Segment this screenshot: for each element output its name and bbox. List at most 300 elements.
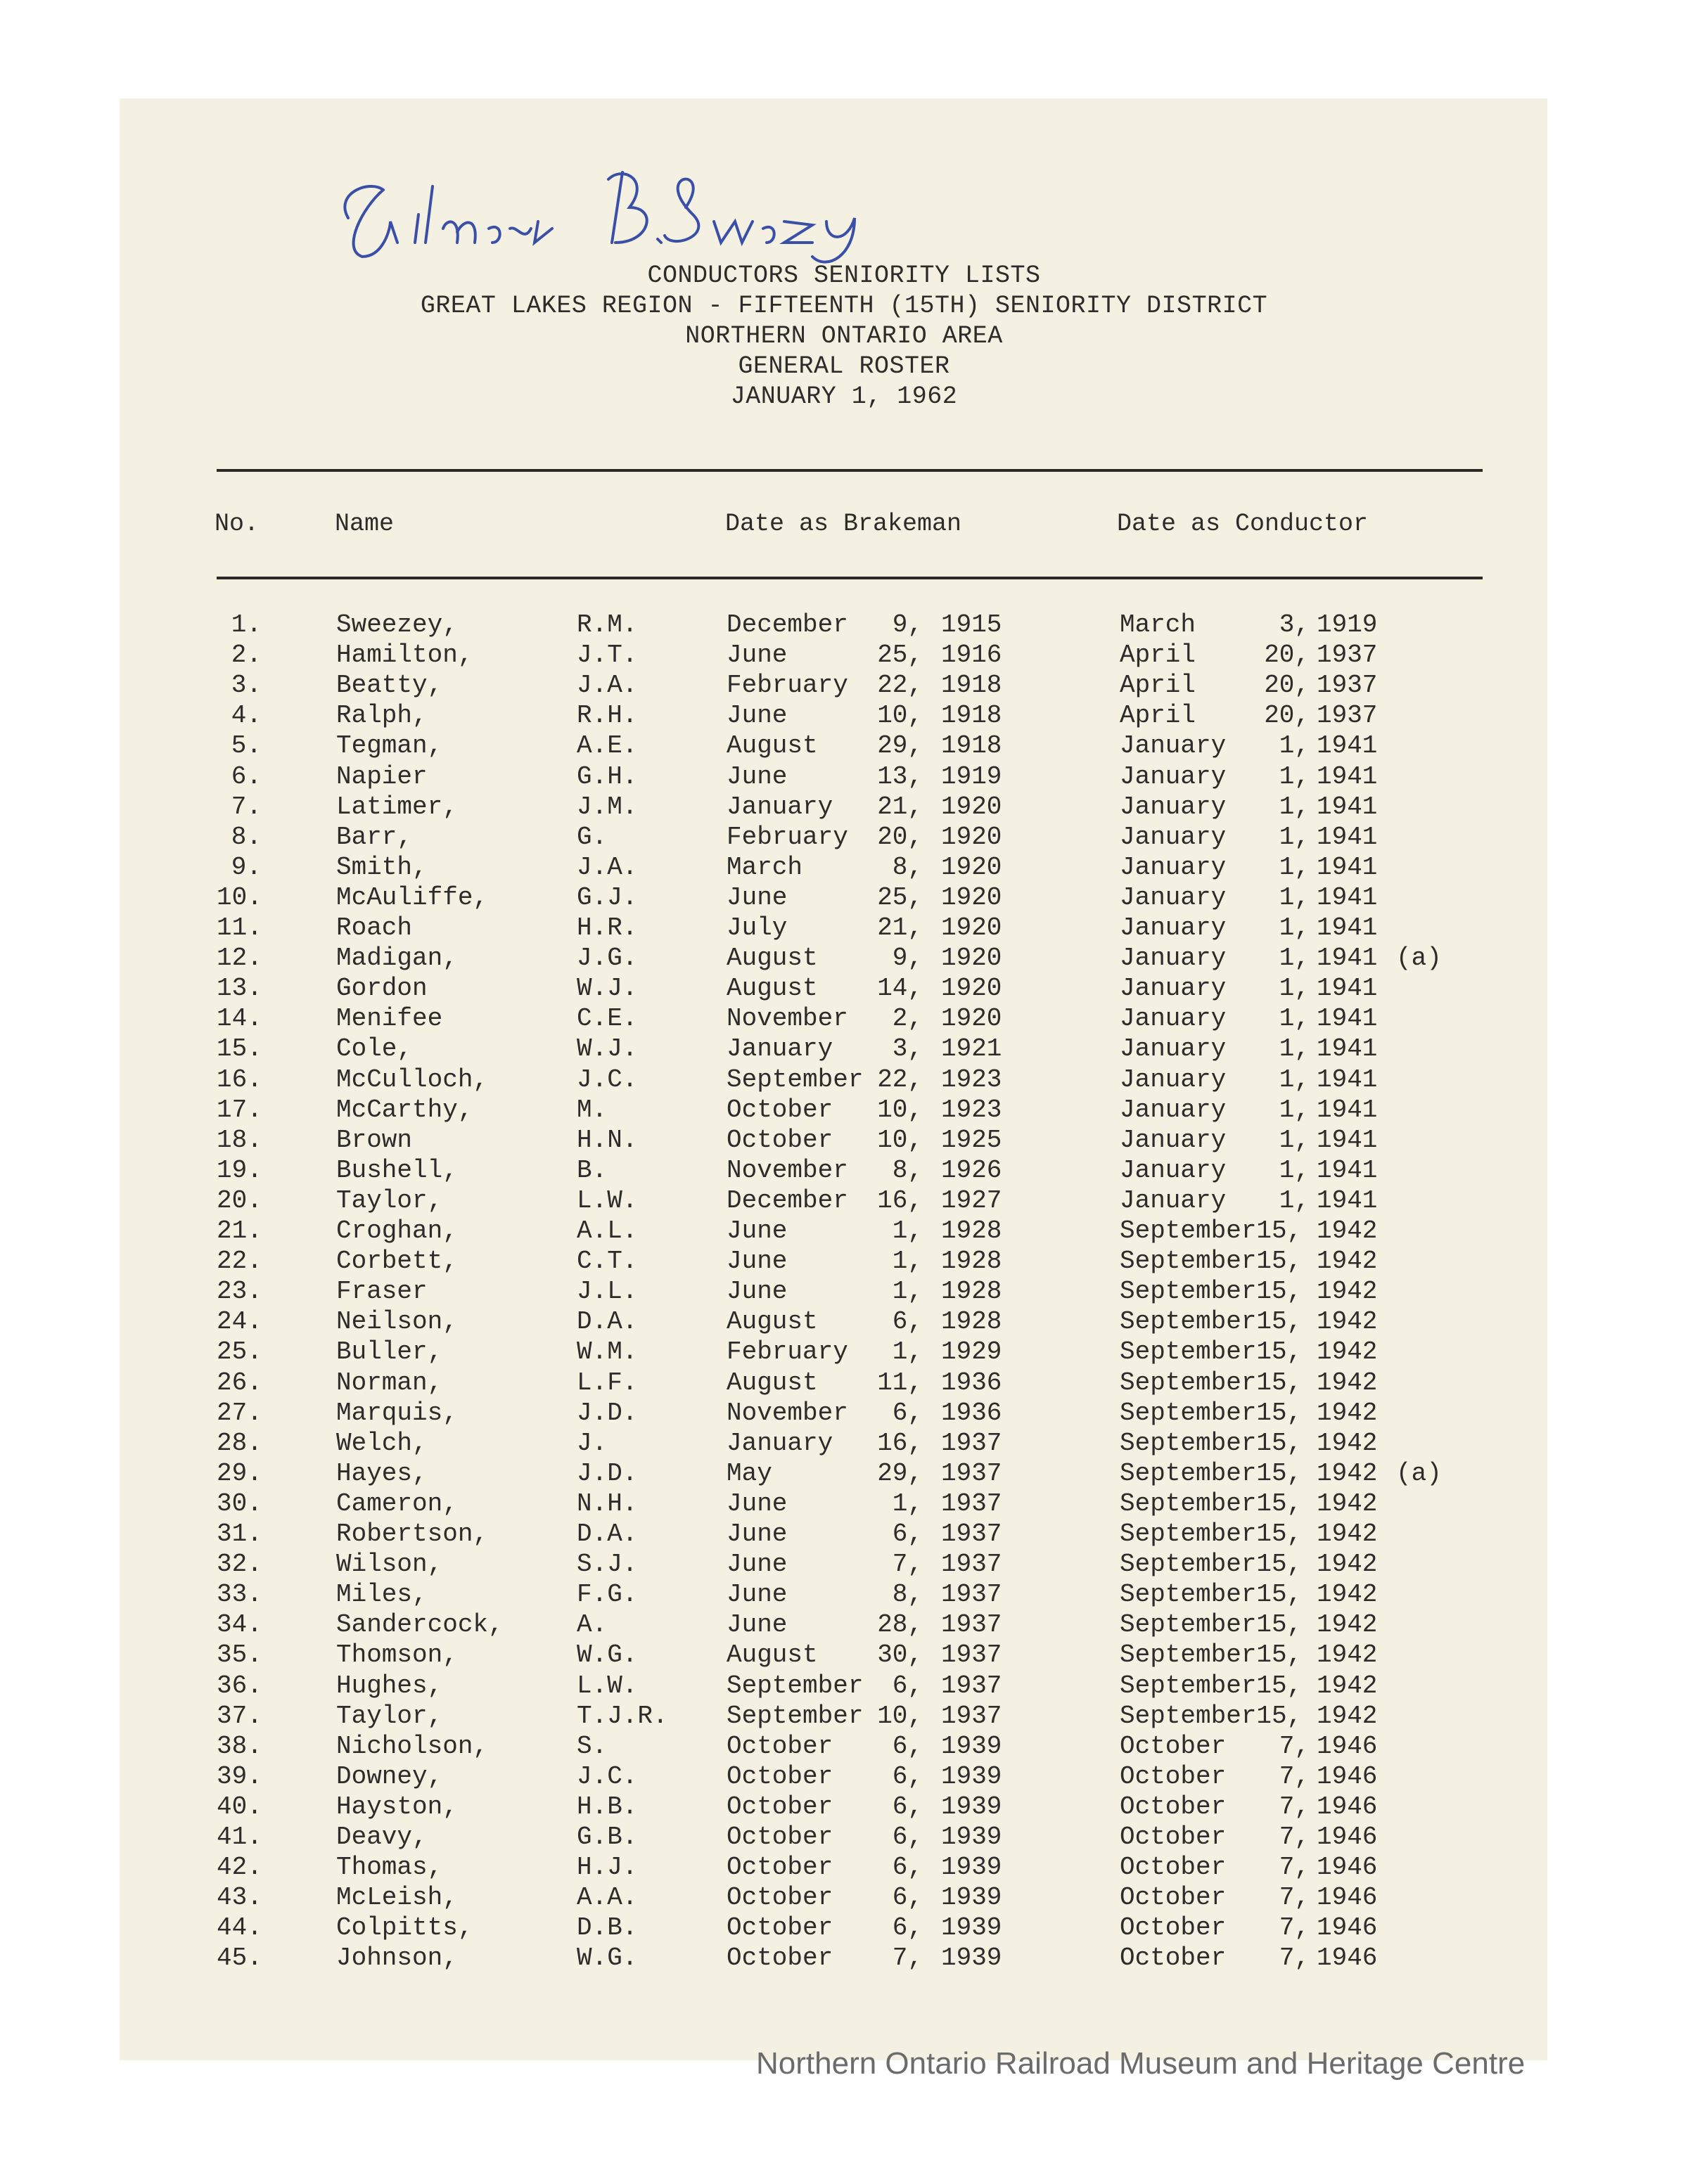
row-number: 23.: [217, 1277, 262, 1306]
brakeman-year: 1925: [941, 1125, 1002, 1155]
conductor-year: 1942: [1317, 1489, 1378, 1518]
table-row: [0, 1520, 1688, 1550]
brakeman-day: 6,: [892, 1307, 923, 1337]
brakeman-month: October: [727, 1913, 833, 1943]
conductor-month: January: [1120, 1004, 1227, 1034]
conductor-year: 1942: [1317, 1337, 1378, 1367]
brakeman-month: June: [727, 1520, 788, 1548]
surname: Miles,: [336, 1580, 428, 1610]
initials: H.N.: [577, 1125, 638, 1155]
brakeman-month: October: [727, 1792, 833, 1821]
brakeman-day: 9,: [892, 610, 923, 639]
initials: H.J.: [577, 1853, 638, 1882]
brakeman-day: 7,: [892, 1550, 923, 1579]
surname: McCulloch,: [336, 1065, 489, 1094]
initials: J.A.: [577, 671, 638, 700]
conductor-year: 1946: [1317, 1761, 1378, 1791]
surname: McLeish,: [336, 1883, 458, 1913]
initials: G.H.: [577, 762, 638, 791]
surname: Roach: [336, 913, 413, 942]
initials: D.A.: [577, 1520, 638, 1548]
surname: Taylor,: [336, 1701, 443, 1730]
note: (a): [1396, 944, 1442, 973]
brakeman-month: August: [727, 1640, 818, 1670]
brakeman-day: 1,: [892, 1216, 923, 1245]
brakeman-year: 1937: [941, 1489, 1002, 1518]
conductor-year: 1942: [1317, 1701, 1378, 1730]
table-row: [0, 913, 1688, 944]
col-header-brakeman: Date as Brakeman: [725, 510, 962, 538]
brakeman-year: 1939: [941, 1913, 1002, 1943]
table-row: [0, 701, 1688, 731]
conductor-day: 1,: [1279, 1186, 1310, 1215]
initials: G.B.: [577, 1823, 638, 1851]
col-header-name: Name: [335, 510, 395, 538]
brakeman-day: 25,: [877, 641, 923, 670]
brakeman-day: 6,: [892, 1731, 923, 1761]
table-row: [0, 944, 1688, 974]
row-number: 28.: [217, 1428, 262, 1458]
row-number: 36.: [217, 1671, 262, 1700]
conductor-year: 1942: [1317, 1428, 1378, 1458]
brakeman-month: September: [727, 1671, 864, 1700]
brakeman-day: 11,: [877, 1368, 923, 1397]
surname: Menifee: [336, 1004, 443, 1034]
brakeman-month: June: [727, 1550, 788, 1579]
initials: R.H.: [577, 701, 638, 731]
initials: N.H.: [577, 1489, 638, 1518]
table-row: [0, 1580, 1688, 1610]
row-number: 4.: [231, 701, 262, 731]
conductor-month: October: [1120, 1761, 1227, 1791]
conductor-month: April: [1120, 641, 1196, 670]
initials: J.C.: [577, 1065, 638, 1094]
surname: Fraser: [336, 1277, 428, 1306]
conductor-year: 1942: [1317, 1368, 1378, 1397]
conductor-month: January: [1120, 762, 1227, 791]
initials: W.J.: [577, 1034, 638, 1064]
conductor-month: October: [1120, 1913, 1227, 1943]
initials: M.: [577, 1095, 608, 1124]
table-row: [0, 1702, 1688, 1732]
brakeman-year: 1939: [941, 1944, 1002, 1973]
conductor-year: 1942: [1317, 1307, 1378, 1337]
brakeman-month: June: [727, 1216, 788, 1245]
brakeman-day: 22,: [877, 1065, 923, 1094]
initials: J.C.: [577, 1761, 638, 1791]
surname: Tegman,: [336, 731, 443, 761]
conductor-day: 20,: [1264, 671, 1310, 700]
table-row: [0, 1034, 1688, 1065]
brakeman-day: 10,: [877, 1125, 923, 1155]
brakeman-day: 6,: [892, 1823, 923, 1851]
brakeman-year: 1920: [941, 1004, 1002, 1034]
initials: C.E.: [577, 1004, 638, 1034]
brakeman-month: February: [727, 1337, 848, 1367]
table-row: [0, 792, 1688, 823]
initials: H.B.: [577, 1792, 638, 1821]
brakeman-year: 1939: [941, 1823, 1002, 1851]
table-row: [0, 1823, 1688, 1853]
row-number: 44.: [217, 1913, 262, 1943]
brakeman-month: October: [727, 1883, 833, 1913]
initials: G.: [577, 822, 608, 852]
conductor-day: 7,: [1279, 1823, 1310, 1851]
row-number: 3.: [231, 671, 262, 700]
conductor-day: 1,: [1279, 882, 1310, 912]
brakeman-year: 1928: [941, 1247, 1002, 1276]
brakeman-month: July: [727, 913, 788, 942]
conductor-month: September15,: [1120, 1580, 1303, 1610]
brakeman-month: October: [727, 1095, 833, 1124]
initials: J.: [577, 1428, 608, 1458]
initials: R.M.: [577, 610, 638, 639]
conductor-month: September15,: [1120, 1337, 1303, 1367]
brakeman-year: 1936: [941, 1398, 1002, 1427]
initials: L.W.: [577, 1186, 638, 1215]
brakeman-year: 1926: [941, 1155, 1002, 1185]
conductor-month: September15,: [1120, 1671, 1303, 1700]
initials: H.R.: [577, 913, 638, 942]
brakeman-day: 6,: [892, 1853, 923, 1882]
row-number: 25.: [217, 1337, 262, 1367]
conductor-month: October: [1120, 1792, 1227, 1821]
initials: W.G.: [577, 1640, 638, 1670]
row-number: 11.: [217, 913, 262, 942]
row-number: 37.: [217, 1701, 262, 1730]
brakeman-day: 13,: [877, 762, 923, 791]
table-row: [0, 1913, 1688, 1944]
table-row: [0, 1247, 1688, 1277]
conductor-month: January: [1120, 1186, 1227, 1215]
brakeman-year: 1928: [941, 1307, 1002, 1337]
brakeman-year: 1918: [941, 671, 1002, 700]
conductor-year: 1942: [1317, 1671, 1378, 1700]
title-line-2: GREAT LAKES REGION - FIFTEENTH (15TH) SENIORITY DISTRICT: [420, 292, 1268, 320]
row-number: 6.: [231, 762, 262, 791]
conductor-day: 7,: [1279, 1853, 1310, 1882]
brakeman-month: November: [727, 1155, 848, 1185]
brakeman-year: 1921: [941, 1034, 1002, 1064]
conductor-year: 1946: [1317, 1944, 1378, 1973]
brakeman-year: 1939: [941, 1731, 1002, 1761]
brakeman-day: 30,: [877, 1640, 923, 1670]
brakeman-year: 1937: [941, 1580, 1002, 1610]
brakeman-day: 1,: [892, 1337, 923, 1367]
brakeman-day: 22,: [877, 671, 923, 700]
row-number: 12.: [217, 944, 262, 973]
surname: Hughes,: [336, 1671, 443, 1700]
conductor-year: 1942: [1317, 1458, 1378, 1488]
brakeman-year: 1923: [941, 1095, 1002, 1124]
table-row: [0, 1126, 1688, 1156]
table-row: [0, 1640, 1688, 1671]
conductor-year: 1942: [1317, 1216, 1378, 1245]
conductor-year: 1946: [1317, 1853, 1378, 1882]
conductor-year: 1941: [1317, 762, 1378, 791]
conductor-year: 1941: [1317, 1034, 1378, 1064]
conductor-year: 1942: [1317, 1580, 1378, 1610]
surname: Hayston,: [336, 1792, 458, 1821]
conductor-year: 1941: [1317, 913, 1378, 942]
row-number: 35.: [217, 1640, 262, 1670]
row-number: 33.: [217, 1580, 262, 1610]
brakeman-day: 29,: [877, 731, 923, 761]
surname: Taylor,: [336, 1186, 443, 1215]
table-row: [0, 1671, 1688, 1702]
row-number: 15.: [217, 1034, 262, 1064]
table-row: [0, 1065, 1688, 1096]
initials: C.T.: [577, 1247, 638, 1276]
table-row: [0, 1459, 1688, 1489]
surname: Napier: [336, 762, 428, 791]
surname: Robertson,: [336, 1520, 489, 1548]
surname: Norman,: [336, 1368, 443, 1397]
credit-watermark: Northern Ontario Railroad Museum and Heritage Centre: [756, 2046, 1526, 2081]
surname: Sweezey,: [336, 610, 458, 639]
table-row: [0, 1337, 1688, 1368]
initials: J.D.: [577, 1458, 638, 1488]
initials: B.: [577, 1155, 608, 1185]
surname: Bushell,: [336, 1155, 458, 1185]
conductor-day: 1,: [1279, 944, 1310, 973]
surname: Hamilton,: [336, 641, 473, 670]
brakeman-year: 1937: [941, 1458, 1002, 1488]
brakeman-day: 6,: [892, 1398, 923, 1427]
brakeman-year: 1936: [941, 1368, 1002, 1397]
brakeman-year: 1920: [941, 882, 1002, 912]
conductor-day: 1,: [1279, 731, 1310, 761]
brakeman-month: October: [727, 1125, 833, 1155]
brakeman-month: March: [727, 852, 803, 882]
conductor-day: 1,: [1279, 1065, 1310, 1094]
table-row: [0, 641, 1688, 671]
conductor-month: January: [1120, 1125, 1227, 1155]
conductor-month: September15,: [1120, 1520, 1303, 1548]
initials: W.M.: [577, 1337, 638, 1367]
conductor-month: September15,: [1120, 1458, 1303, 1488]
conductor-month: September15,: [1120, 1550, 1303, 1579]
conductor-month: October: [1120, 1883, 1227, 1913]
conductor-year: 1946: [1317, 1792, 1378, 1821]
conductor-month: October: [1120, 1853, 1227, 1882]
table-row: [0, 1762, 1688, 1792]
conductor-day: 7,: [1279, 1944, 1310, 1973]
brakeman-month: January: [727, 1034, 833, 1064]
conductor-month: January: [1120, 852, 1227, 882]
brakeman-day: 25,: [877, 882, 923, 912]
table-row: [0, 1550, 1688, 1580]
brakeman-day: 1,: [892, 1247, 923, 1276]
initials: J.T.: [577, 641, 638, 670]
surname: Gordon: [336, 974, 428, 1003]
table-row: [0, 1792, 1688, 1823]
brakeman-day: 20,: [877, 822, 923, 852]
row-number: 40.: [217, 1792, 262, 1821]
brakeman-day: 14,: [877, 974, 923, 1003]
brakeman-day: 6,: [892, 1671, 923, 1700]
surname: Deavy,: [336, 1823, 428, 1851]
brakeman-day: 6,: [892, 1520, 923, 1548]
brakeman-year: 1920: [941, 913, 1002, 942]
row-number: 20.: [217, 1186, 262, 1215]
brakeman-year: 1923: [941, 1065, 1002, 1094]
conductor-year: 1937: [1317, 701, 1378, 731]
conductor-month: September15,: [1120, 1277, 1303, 1306]
conductor-year: 1942: [1317, 1520, 1378, 1548]
row-number: 2.: [231, 641, 262, 670]
initials: W.G.: [577, 1944, 638, 1973]
brakeman-year: 1939: [941, 1792, 1002, 1821]
brakeman-month: August: [727, 731, 818, 761]
surname: Hayes,: [336, 1458, 428, 1488]
table-row: [0, 1307, 1688, 1337]
conductor-month: October: [1120, 1944, 1227, 1973]
brakeman-month: June: [727, 1277, 788, 1306]
surname: Thomas,: [336, 1853, 443, 1882]
conductor-day: 7,: [1279, 1883, 1310, 1913]
row-number: 31.: [217, 1520, 262, 1548]
conductor-year: 1941: [1317, 882, 1378, 912]
brakeman-year: 1919: [941, 762, 1002, 791]
brakeman-day: 8,: [892, 1580, 923, 1610]
brakeman-month: January: [727, 792, 833, 821]
brakeman-day: 6,: [892, 1761, 923, 1791]
row-number: 41.: [217, 1823, 262, 1851]
surname: Nicholson,: [336, 1731, 489, 1761]
row-number: 18.: [217, 1125, 262, 1155]
row-number: 10.: [217, 882, 262, 912]
brakeman-month: August: [727, 944, 818, 973]
surname: Neilson,: [336, 1307, 458, 1337]
row-number: 38.: [217, 1731, 262, 1761]
conductor-year: 1941: [1317, 1004, 1378, 1034]
conductor-month: September15,: [1120, 1701, 1303, 1730]
brakeman-day: 21,: [877, 792, 923, 821]
conductor-month: September15,: [1120, 1428, 1303, 1458]
row-number: 30.: [217, 1489, 262, 1518]
conductor-year: 1942: [1317, 1247, 1378, 1276]
row-number: 32.: [217, 1550, 262, 1579]
brakeman-year: 1918: [941, 701, 1002, 731]
conductor-month: January: [1120, 1065, 1227, 1094]
row-number: 17.: [217, 1095, 262, 1124]
surname: McCarthy,: [336, 1095, 473, 1124]
conductor-month: September15,: [1120, 1216, 1303, 1245]
conductor-day: 1,: [1279, 792, 1310, 821]
surname: Welch,: [336, 1428, 428, 1458]
surname: Barr,: [336, 822, 413, 852]
conductor-year: 1941: [1317, 1155, 1378, 1185]
brakeman-day: 10,: [877, 701, 923, 731]
conductor-month: January: [1120, 1034, 1227, 1064]
brakeman-year: 1937: [941, 1671, 1002, 1700]
brakeman-month: June: [727, 641, 788, 670]
brakeman-year: 1939: [941, 1853, 1002, 1882]
brakeman-day: 8,: [892, 852, 923, 882]
initials: W.J.: [577, 974, 638, 1003]
table-row: [0, 974, 1688, 1004]
brakeman-year: 1928: [941, 1277, 1002, 1306]
brakeman-month: June: [727, 882, 788, 912]
initials: T.J.R.: [577, 1701, 668, 1730]
conductor-day: 7,: [1279, 1913, 1310, 1943]
brakeman-month: October: [727, 1761, 833, 1791]
brakeman-day: 1,: [892, 1277, 923, 1306]
conductor-month: January: [1120, 882, 1227, 912]
title-line-4: GENERAL ROSTER: [738, 352, 950, 380]
brakeman-year: 1937: [941, 1520, 1002, 1548]
table-row: [0, 1186, 1688, 1216]
conductor-year: 1941: [1317, 1125, 1378, 1155]
conductor-month: January: [1120, 974, 1227, 1003]
conductor-year: 1919: [1317, 610, 1378, 639]
brakeman-day: 10,: [877, 1701, 923, 1730]
brakeman-month: August: [727, 1368, 818, 1397]
brakeman-month: June: [727, 1247, 788, 1276]
row-number: 22.: [217, 1247, 262, 1276]
conductor-day: 1,: [1279, 1034, 1310, 1064]
initials: J.D.: [577, 1398, 638, 1427]
brakeman-year: 1920: [941, 974, 1002, 1003]
table-row: [0, 1883, 1688, 1913]
brakeman-year: 1927: [941, 1186, 1002, 1215]
brakeman-day: 3,: [892, 1034, 923, 1064]
row-number: 14.: [217, 1004, 262, 1034]
row-number: 13.: [217, 974, 262, 1003]
conductor-year: 1941: [1317, 974, 1378, 1003]
row-number: 19.: [217, 1155, 262, 1185]
conductor-year: 1942: [1317, 1610, 1378, 1640]
table-row: [0, 1277, 1688, 1307]
initials: J.A.: [577, 852, 638, 882]
brakeman-month: December: [727, 610, 848, 639]
brakeman-month: October: [727, 1731, 833, 1761]
surname: Smith,: [336, 852, 428, 882]
brakeman-day: 6,: [892, 1883, 923, 1913]
initials: L.W.: [577, 1671, 638, 1700]
conductor-day: 7,: [1279, 1731, 1310, 1761]
col-header-no: No.: [215, 510, 260, 538]
brakeman-year: 1939: [941, 1761, 1002, 1791]
conductor-month: January: [1120, 913, 1227, 942]
row-number: 29.: [217, 1458, 262, 1488]
conductor-month: September15,: [1120, 1610, 1303, 1640]
surname: Johnson,: [336, 1944, 458, 1973]
row-number: 1.: [231, 610, 262, 639]
conductor-day: 1,: [1279, 822, 1310, 852]
table-row: [0, 1853, 1688, 1883]
conductor-year: 1937: [1317, 671, 1378, 700]
brakeman-day: 7,: [892, 1944, 923, 1973]
initials: F.G.: [577, 1580, 638, 1610]
initials: D.B.: [577, 1913, 638, 1943]
brakeman-year: 1929: [941, 1337, 1002, 1367]
conductor-month: September15,: [1120, 1489, 1303, 1518]
brakeman-month: June: [727, 1610, 788, 1640]
table-row: [0, 823, 1688, 853]
brakeman-year: 1937: [941, 1550, 1002, 1579]
table-row: [0, 1096, 1688, 1126]
conductor-year: 1941: [1317, 1065, 1378, 1094]
conductor-year: 1946: [1317, 1913, 1378, 1943]
brakeman-day: 2,: [892, 1004, 923, 1034]
brakeman-year: 1920: [941, 822, 1002, 852]
row-number: 26.: [217, 1368, 262, 1397]
surname: Croghan,: [336, 1216, 458, 1245]
conductor-month: January: [1120, 944, 1227, 973]
initials: S.: [577, 1731, 608, 1761]
